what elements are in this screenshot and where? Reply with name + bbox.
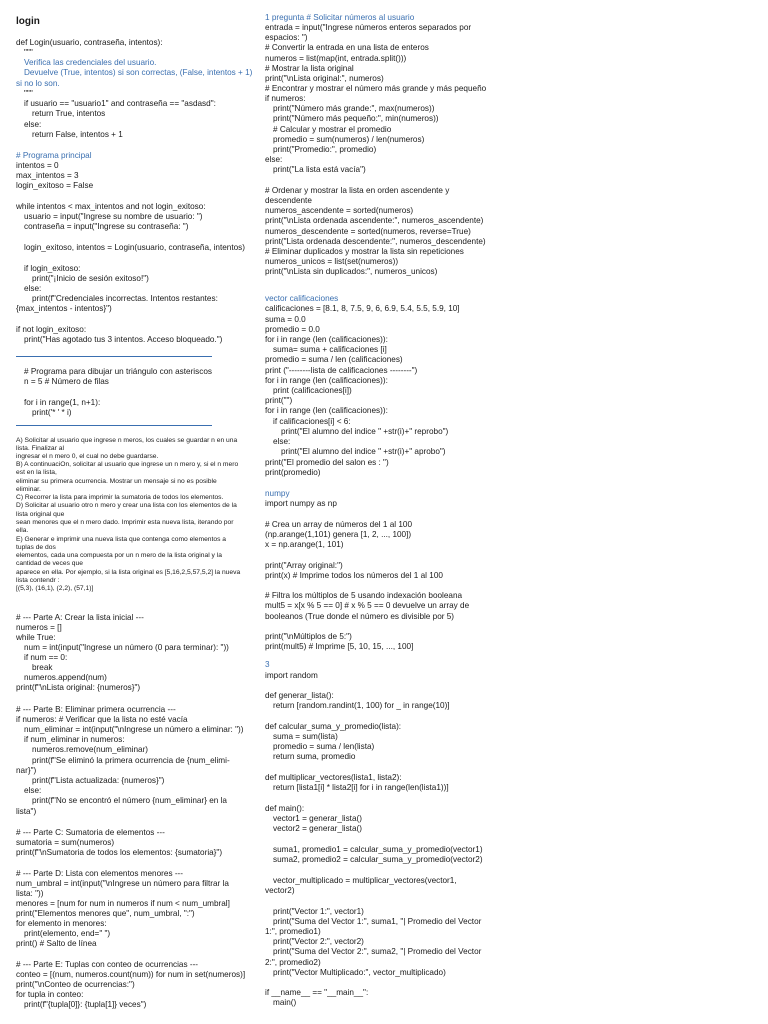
left-code-line: while True: (16, 633, 56, 642)
right-code-line: print("\nLista original:", numeros) (265, 74, 384, 83)
right-code-line: if __name__ == "__main__": (265, 988, 369, 997)
left-code-line: si no lo son. (16, 79, 60, 88)
left-code-line: numeros.remove(num_eliminar) (32, 745, 149, 754)
right-code-line: # Encontrar y mostrar el número más grande y más pequeño (265, 84, 487, 93)
left-code-line: C) Recorrer la lista para imprimir la sumatoria de todos los elementos. (16, 494, 224, 501)
left-code-line: eliminar. (16, 486, 41, 493)
right-code-line: suma = 0.0 (265, 315, 306, 324)
left-code-line: # --- Parte A: Crear la lista inicial --- (16, 613, 144, 622)
left-code-line: """ (24, 48, 33, 57)
left-code-line: menores = [num for num in numeros if num < num_umbral] (16, 899, 230, 908)
right-code-line: vector calificaciones (265, 294, 339, 303)
right-code-line: print("Vector Multiplicado:", vector_multiplicado) (273, 968, 446, 977)
left-code-line: return False, intentos + 1 (32, 130, 123, 139)
right-code-line: vector2 = generar_lista() (273, 824, 362, 833)
left-code-line: def Login(usuario, contraseña, intentos): (16, 38, 163, 47)
left-code-line: print("¡Inicio de sesión exitoso!") (32, 274, 149, 283)
left-code-line: aparece en ella. Por ejemplo, si la lista original es [5,16,2,5,57,5,2] la nueva (16, 569, 241, 576)
left-code-line: n = 5 # Número de filas (24, 377, 109, 386)
left-code-line: for tupla in conteo: (16, 990, 84, 999)
left-code-line: ingresar el n mero 0, el cual no debe guardarse. (16, 453, 159, 460)
right-code-line: entrada = input("Ingrese números enteros separados por (265, 23, 472, 32)
right-code-line: print("El alumno del indice " +str(i)+" aprobo") (281, 447, 446, 456)
left-code-line: E) Generar e imprimir una nueva lista que contenga como elementos a (16, 536, 227, 543)
left-code-line: print(f"No se encontró el número {num_eliminar} en la (32, 796, 227, 805)
right-code-line: promedio = sum(numeros) / len(numeros) (273, 135, 425, 144)
right-code-line: 2:", promedio2) (265, 958, 321, 967)
right-code-line: 1:", promedio1) (265, 927, 321, 936)
left-code-line: login_exitoso, intentos = Login(usuario, contraseña, intentos) (24, 243, 245, 252)
left-code-line: # --- Parte D: Lista con elementos menores --- (16, 869, 183, 878)
left-code-line: break (32, 663, 53, 672)
right-code-line: import numpy as np (265, 499, 337, 508)
left-code-line: Devuelve (True, intentos) si son correctas, (False, intentos + 1) (24, 68, 253, 77)
right-code-line: numeros = list(map(int, entrada.split())) (265, 54, 407, 63)
right-code-line: import random (265, 671, 318, 680)
left-code-line: lista: ")) (16, 889, 44, 898)
right-code-line: print("Vector 1:", vector1) (273, 907, 364, 916)
right-code-line: print("El promedio del salon es : ") (265, 458, 389, 467)
right-code-line: print("Vector 2:", vector2) (273, 937, 364, 946)
right-code-line: numeros_descendente = sorted(numeros, reverse=True) (265, 227, 471, 236)
left-code-line: print(elemento, end=" ") (24, 929, 111, 938)
left-code-line: """ (24, 89, 33, 98)
left-code-line: A) Solicitar al usuario que ingrese n meros, los cuales se guardar n en una (16, 437, 238, 444)
left-code-line: numeros.append(num) (24, 673, 107, 682)
left-code-line: # Programa principal (16, 151, 92, 160)
right-code-line: suma2, promedio2 = calcular_suma_y_promedio(vector2) (273, 855, 483, 864)
right-code-line: suma1, promedio1 = calcular_suma_y_promedio(vector1) (273, 845, 483, 854)
right-code-line: numeros_ascendente = sorted(numeros) (265, 206, 414, 215)
section-divider (16, 356, 212, 357)
left-code-line: if num == 0: (24, 653, 68, 662)
left-code-line: est en la lista, (16, 469, 57, 476)
right-code-line: booleanos (True donde el número es divisible por 5) (265, 612, 455, 621)
right-code-line: # Eliminar duplicados y mostrar la lista sin repeticiones (265, 247, 464, 256)
right-code-line: calificaciones = [8.1, 8, 7.5, 9, 6, 6.9, 5.4, 5.5, 5.9, 10] (265, 304, 460, 313)
right-code-line: 1 pregunta # Solicitar números al usuario (265, 13, 415, 22)
section-divider (16, 425, 212, 426)
left-code-line: eliminar su primera ocurrencia. Mostrar un mensaje si no es posible (16, 478, 217, 485)
left-code-line: print("\nConteo de ocurrencias:") (16, 980, 135, 989)
left-code-line: numeros = [] (16, 623, 62, 632)
left-code-line: lista. Finalizar al (16, 445, 64, 452)
right-code-line: descendente (265, 196, 312, 205)
left-code-line: if login_exitoso: (24, 264, 81, 273)
left-code-line: conteo = [(num, numeros.count(num)) for num in set(numeros)] (16, 970, 246, 979)
right-code-line: return [lista1[i] * lista2[i] for i in range(len(lista1))] (273, 783, 449, 792)
right-code-line: print("Suma del Vector 1:", suma1, "| Promedio del Vector (273, 917, 482, 926)
left-code-line: usuario = input("Ingrese su nombre de usuario: ") (24, 212, 203, 221)
left-code-line: cantidad de veces que (16, 560, 83, 567)
left-code-line: lista contendr : (16, 577, 60, 584)
left-code-line: elementos, cada una compuesta por un n mero de la lista original y la (16, 552, 222, 559)
right-code-line: def main(): (265, 804, 305, 813)
left-code-line: intentos = 0 (16, 161, 59, 170)
left-code-line: if num_eliminar in numeros: (24, 735, 125, 744)
right-code-line: (np.arange(1,101) genera [1, 2, ..., 100]) (265, 530, 412, 539)
left-code-line: num_eliminar = int(input("\nIngrese un número a eliminar: ")) (24, 725, 244, 734)
right-code-line: # Crea un array de números del 1 al 100 (265, 520, 413, 529)
left-code-line: sumatoria = sum(numeros) (16, 838, 115, 847)
right-code-line: suma = sum(lista) (273, 732, 338, 741)
right-code-line: print("La lista está vacía") (273, 165, 366, 174)
right-code-line: # Ordenar y mostrar la lista en orden ascendente y (265, 186, 450, 195)
right-code-line: 3 (265, 660, 270, 669)
right-code-line: return suma, promedio (273, 752, 356, 761)
left-code-line: lista") (16, 807, 37, 816)
left-code-line: print(f"Credenciales incorrectas. Intentos restantes: (32, 294, 218, 303)
right-code-line: print ("--------lista de calificaciones --------") (265, 366, 418, 375)
right-code-line: print("\nLista sin duplicados:", numeros_unicos) (265, 267, 438, 276)
right-code-line: print("Array original:") (265, 561, 343, 570)
right-code-line: if calificaciones[i] < 6: (273, 417, 351, 426)
right-code-line: # Filtra los múltiplos de 5 usando indexación booleana (265, 591, 463, 600)
right-code-line: for i in range (len (calificaciones)): (265, 376, 388, 385)
left-code-line: print() # Salto de línea (16, 939, 97, 948)
left-code-line: for i in range(1, n+1): (24, 398, 101, 407)
right-code-line: print("") (265, 396, 293, 405)
left-code-line: print(f"Lista actualizada: {numeros}") (32, 776, 165, 785)
right-code-line: numeros_unicos = list(set(numeros)) (265, 257, 399, 266)
right-code-line: espacios: ") (265, 33, 308, 42)
left-code-line: print(f"Se eliminó la primera ocurrencia de {num_elimi- (32, 756, 230, 765)
right-code-line: print(promedio) (265, 468, 321, 477)
right-code-line: else: (265, 155, 283, 164)
right-code-line: vector1 = generar_lista() (273, 814, 362, 823)
right-code-line: promedio = suma / len (calificaciones) (265, 355, 403, 364)
right-code-line: print("Suma del Vector 2:", suma2, "| Promedio del Vector (273, 947, 482, 956)
right-code-line: x = np.arange(1, 101) (265, 540, 344, 549)
right-code-line: vector_multiplicado = multiplicar_vectores(vector1, (273, 876, 457, 885)
right-code-line: print (calificaciones[i]) (273, 386, 352, 395)
left-code-line: lista original que (16, 511, 65, 518)
right-code-line: return [random.randint(1, 100) for _ in range(10)] (273, 701, 450, 710)
left-code-line: [(5,3), (16,1), (2,2), (57,1)] (16, 585, 94, 592)
right-code-line: print("Número más grande:", max(numeros)) (273, 104, 435, 113)
left-code-line: nar}") (16, 766, 37, 775)
right-code-line: print("\nLista ordenada ascendente:", numeros_ascendente) (265, 216, 484, 225)
right-code-line: print("Número más pequeño:", min(numeros)) (273, 114, 439, 123)
right-code-line: print("\nMúltiplos de 5:") (265, 632, 352, 641)
right-code-line: promedio = suma / len(lista) (273, 742, 375, 751)
right-code-line: numpy (265, 489, 290, 498)
right-code-line: def calcular_suma_y_promedio(lista): (265, 722, 402, 731)
left-code-line: num = int(input("Ingrese un número (0 para terminar): ")) (24, 643, 229, 652)
left-code-line: while intentos < max_intentos and not login_exitoso: (16, 202, 206, 211)
left-code-line: print(f"\nLista original: {numeros}") (16, 683, 141, 692)
left-code-line: # --- Parte C: Sumatoria de elementos --- (16, 828, 165, 837)
right-code-line: if numeros: (265, 94, 306, 103)
left-code-line: else: (24, 120, 42, 129)
left-code-line: print("Has agotado tus 3 intentos. Acceso bloqueado.") (24, 335, 223, 344)
left-code-line: # --- Parte E: Tuplas con conteo de ocurrencias --- (16, 960, 199, 969)
left-code-line: if numeros: # Verificar que la lista no esté vacía (16, 715, 188, 724)
right-code-line: suma= suma + calificaciones [i] (273, 345, 387, 354)
left-code-line: # --- Parte B: Eliminar primera ocurrencia --- (16, 705, 176, 714)
left-code-line: print(f"{tupla[0]}: {tupla[1]} veces") (24, 1000, 147, 1009)
left-code-line: print("Elementos menores que", num_umbral, ":") (16, 909, 195, 918)
left-code-line: login (16, 16, 40, 27)
left-code-line: for elemento in menores: (16, 919, 107, 928)
right-code-line: main() (273, 998, 297, 1007)
right-code-line: for i in range (len (calificaciones)): (265, 406, 388, 415)
right-code-line: promedio = 0.0 (265, 325, 320, 334)
left-code-line: print(f"\nSumatoria de todos los elementos: {sumatoria}") (16, 848, 223, 857)
left-code-line: B) A continuaciÓn, solicitar al usuario que ingrese un n mero y, si el n mero (16, 461, 239, 468)
left-code-line: D) Solicitar al usuario otro n mero y crear una lista con los elementos de la (16, 502, 237, 509)
right-code-line: # Convertir la entrada en una lista de enteros (265, 43, 429, 52)
right-code-line: print(x) # Imprime todos los números del 1 al 100 (265, 571, 443, 580)
left-code-line: print('* ' * i) (32, 408, 72, 417)
right-code-line: print("El alumno del indice " +str(i)+" reprobo") (281, 427, 449, 436)
right-code-line: vector2) (265, 886, 295, 895)
right-code-line: def multiplicar_vectores(lista1, lista2): (265, 773, 402, 782)
right-code-line: print("Lista ordenada descendente:", numeros_descendente) (265, 237, 486, 246)
left-code-line: Verifica las credenciales del usuario. (24, 58, 157, 67)
right-code-line: mult5 = x[x % 5 == 0] # x % 5 == 0 devuelve un array de (265, 601, 470, 610)
left-code-line: tuplas de dos (16, 544, 56, 551)
left-code-line: if usuario == "usuario1" and contraseña == "asdasd": (24, 99, 216, 108)
left-code-line: max_intentos = 3 (16, 171, 79, 180)
left-code-line: else: (24, 786, 42, 795)
right-code-line: # Calcular y mostrar el promedio (273, 125, 392, 134)
left-code-line: num_umbral = int(input("\nIngrese un número para filtrar la (16, 879, 229, 888)
left-code-line: ella. (16, 527, 29, 534)
left-code-line: contraseña = input("Ingrese su contraseña: ") (24, 222, 189, 231)
right-code-line: print(mult5) # Imprime [5, 10, 15, ..., 100] (265, 642, 414, 651)
right-code-line: else: (273, 437, 291, 446)
right-code-line: # Mostrar la lista original (265, 64, 354, 73)
left-code-line: login_exitoso = False (16, 181, 94, 190)
left-code-line: sean menores que el n mero dado. Imprimir esta nueva lista, iterando por (16, 519, 234, 526)
left-code-line: {max_intentos - intentos}") (16, 304, 112, 313)
left-code-line: return True, intentos (32, 109, 106, 118)
right-code-line: print("Promedio:", promedio) (273, 145, 377, 154)
right-code-line: def generar_lista(): (265, 691, 334, 700)
right-code-line: for i in range (len (calificaciones)): (265, 335, 388, 344)
left-code-line: if not login_exitoso: (16, 325, 87, 334)
left-code-line: else: (24, 284, 42, 293)
left-code-line: # Programa para dibujar un triángulo con asteriscos (24, 367, 212, 376)
